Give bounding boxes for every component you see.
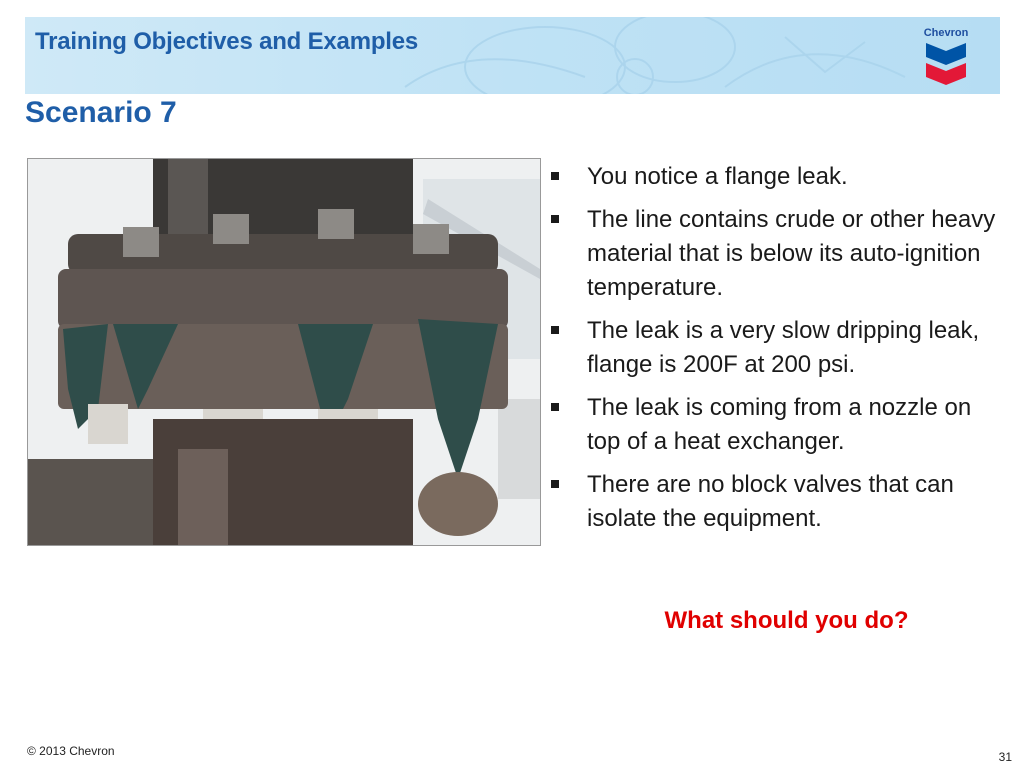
bullet-item bbox=[549, 314, 999, 382]
bullet-square-icon bbox=[551, 480, 559, 488]
logo-wordmark: Chevron bbox=[923, 27, 969, 39]
header-band bbox=[25, 17, 1000, 94]
bullet-item bbox=[549, 203, 999, 305]
scenario-title: Scenario 7 bbox=[25, 96, 177, 129]
bullet-text: The leak is coming from a nozzle on top of a heat exchanger. bbox=[587, 394, 972, 455]
bullet-item bbox=[549, 391, 999, 459]
bullet-text: There are no block valves that can isolate the equipment. bbox=[587, 471, 954, 532]
bullet-square-icon bbox=[551, 326, 559, 334]
bullet-square-icon bbox=[551, 403, 559, 411]
bullet-item bbox=[549, 160, 999, 194]
flange-photo-illustration bbox=[28, 159, 540, 545]
bullet-text: The line contains crude or other heavy material that is below its auto-ignition temperature. bbox=[587, 206, 996, 301]
bullet-square-icon bbox=[551, 172, 559, 180]
page-number: 31 bbox=[998, 750, 1012, 764]
chevron-logo bbox=[918, 27, 974, 89]
copyright-text: © 2013 Chevron bbox=[27, 744, 115, 758]
bullet-text: You notice a flange leak. bbox=[587, 163, 848, 190]
bullet-item bbox=[549, 468, 999, 536]
bullet-list bbox=[549, 160, 999, 545]
bullet-square-icon bbox=[551, 215, 559, 223]
question-text: What should you do? bbox=[664, 607, 909, 634]
flange-leak-photo bbox=[27, 158, 541, 546]
header-title: Training Objectives and Examples bbox=[35, 28, 419, 55]
bullet-text: The leak is a very slow dripping leak, flange is 200F at 200 psi. bbox=[587, 317, 980, 378]
